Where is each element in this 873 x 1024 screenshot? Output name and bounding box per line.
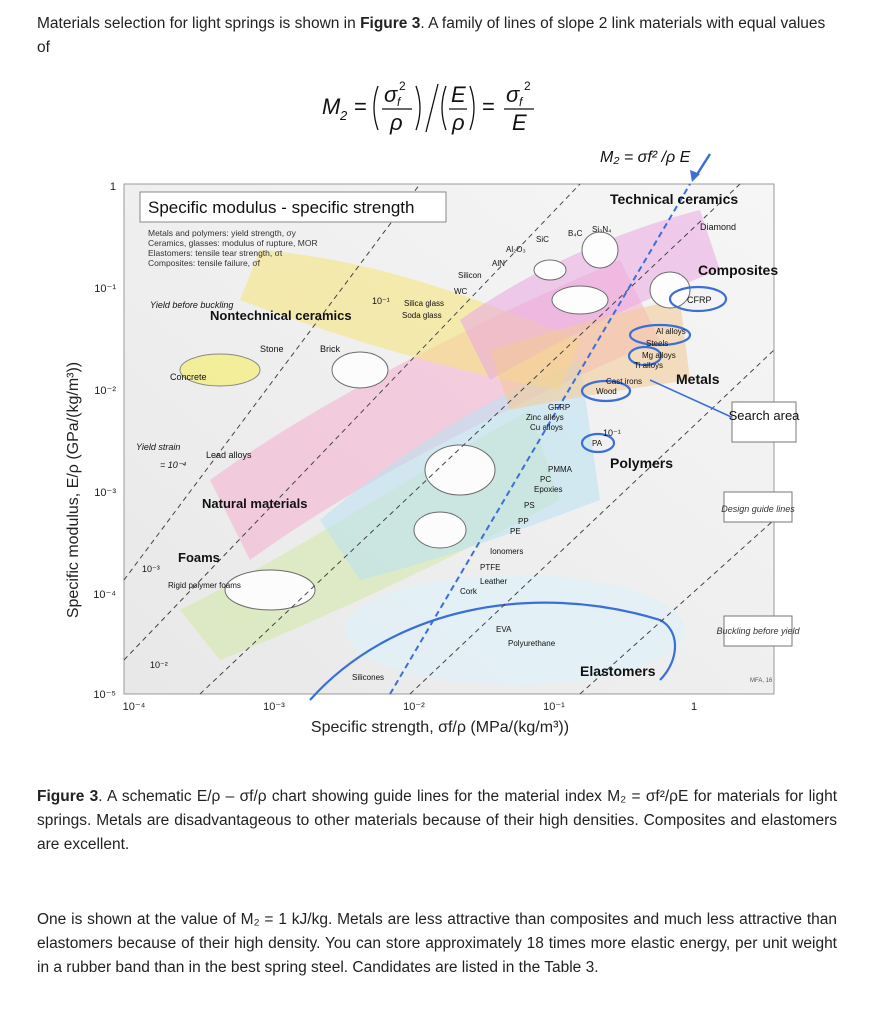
label-metals: Metals bbox=[676, 371, 720, 387]
legend-line-1: Ceramics, glasses: modulus of rupture, MOR bbox=[148, 238, 318, 248]
closing-paragraph: One is shown at the value of M₂ = 1 kJ/kg. Metals are less attractive than composites and much less attractive than elastomers because of their high density. You can store approximately 18 times more elastic energy, per unit weight in a rubber band than in the best spring steel. Candidates are listed in the Table 3. bbox=[37, 911, 837, 976]
label-stone: Stone bbox=[260, 344, 284, 354]
label-natural-materials: Natural materials bbox=[202, 496, 308, 511]
y-tick-4: 10⁻⁴ bbox=[93, 589, 116, 601]
label-b4c: B₄C bbox=[568, 229, 583, 238]
intro-paragraph bbox=[37, 12, 837, 60]
label-cu-alloys: Cu alloys bbox=[530, 423, 563, 432]
label-rigid-polymer-foams: Rigid polymer foams bbox=[168, 581, 241, 590]
label-composites: Composites bbox=[698, 262, 779, 278]
legend-line-0: Metals and polymers: yield strength, σy bbox=[148, 228, 296, 238]
label-zinc-alloys: Zinc alloys bbox=[526, 413, 564, 422]
label-diamond: Diamond bbox=[700, 222, 737, 232]
label-ionomers: Ionomers bbox=[490, 547, 524, 556]
label-line-1e-2: 10⁻² bbox=[150, 660, 168, 670]
formula-exp-2: 2 bbox=[524, 79, 531, 93]
label-eva: EVA bbox=[496, 625, 512, 634]
guide-arrow bbox=[696, 154, 710, 176]
formula-e-2: E bbox=[512, 110, 527, 135]
x-tick-4: 1 bbox=[690, 701, 698, 713]
formula-rho-2: ρ bbox=[452, 110, 465, 135]
label-sic: SiC bbox=[536, 235, 549, 244]
label-aln: AlN bbox=[492, 259, 505, 268]
label-elastomers: Elastomers bbox=[580, 663, 656, 679]
y-tick-5: 10⁻⁵ bbox=[93, 689, 116, 701]
label-ps: PS bbox=[524, 501, 535, 510]
y-tick-0: 1 bbox=[109, 181, 116, 193]
label-cork: Cork bbox=[460, 587, 477, 596]
formula-lhs: M bbox=[322, 94, 341, 119]
label-mfa: MFA, 16 bbox=[750, 678, 773, 684]
label-wc: WC bbox=[454, 287, 468, 296]
label-gfrp: GFRP bbox=[548, 403, 571, 412]
label-cfrp: CFRP bbox=[687, 295, 712, 305]
label-search-area: Search area bbox=[728, 408, 800, 423]
label-foams: Foams bbox=[178, 550, 220, 565]
label-ti-alloys: Ti alloys bbox=[634, 361, 664, 370]
label-cast-irons: Cast irons bbox=[606, 377, 643, 386]
label-pc: PC bbox=[540, 475, 552, 484]
intro-figure-ref: Figure 3 bbox=[360, 15, 421, 32]
formula-eq-2: = bbox=[482, 94, 495, 119]
label-nontechnical-ceramics: Nontechnical ceramics bbox=[210, 308, 352, 323]
label-yield-strain: Yield strain bbox=[136, 442, 181, 452]
chart-xlabel: Specific strength, σf/ρ (MPa/(kg/m³)) bbox=[310, 719, 570, 736]
label-polyurethane: Polyurethane bbox=[508, 639, 556, 648]
material-index-formula bbox=[320, 72, 580, 142]
ashby-chart bbox=[60, 140, 800, 740]
label-steels: Steels bbox=[646, 339, 669, 348]
y-ticks bbox=[93, 181, 116, 701]
label-al2o3: Al₂O₃ bbox=[506, 245, 526, 254]
label-technical-ceramics: Technical ceramics bbox=[610, 191, 739, 207]
caption-text: . A schematic E/ρ – σf/ρ chart showing guide lines for the material index M₂ = σf²/ρE for materials for light springs. Metals are disadvantageous to other materials because of their high densities. Composites and elastomers are excellent. bbox=[37, 788, 838, 853]
y-tick-3: 10⁻³ bbox=[94, 487, 116, 499]
label-line-1e-1-b: 10⁻¹ bbox=[603, 428, 621, 438]
x-tick-3: 10⁻¹ bbox=[543, 701, 565, 713]
label-line-1e-3: 10⁻³ bbox=[142, 564, 160, 574]
label-leather: Leather bbox=[480, 577, 508, 586]
label-lead-alloys: Lead alloys bbox=[206, 450, 252, 460]
formula-eq-1: = bbox=[354, 94, 367, 119]
formula-sigma-2: σ bbox=[506, 82, 520, 107]
guide-formula: M₂ = σf² /ρ E bbox=[600, 149, 691, 166]
x-tick-1: 10⁻³ bbox=[263, 701, 285, 713]
label-soda-glass: Soda glass bbox=[402, 311, 442, 320]
formula-e-1: E bbox=[451, 82, 466, 107]
label-yield-before-buckling: Yield before buckling bbox=[150, 300, 234, 310]
y-tick-2: 10⁻² bbox=[94, 385, 116, 397]
label-silicon: Silicon bbox=[458, 271, 482, 280]
label-line-1e-1-a: 10⁻¹ bbox=[372, 296, 390, 306]
label-design-guide-lines: Design guide lines bbox=[721, 504, 795, 514]
formula-sub-f-1: f bbox=[397, 95, 401, 109]
intro-text-before: Materials selection for light springs is shown in bbox=[37, 15, 361, 32]
legend-line-2: Elastomers: tensile tear strength, σt bbox=[148, 248, 283, 258]
formula-sigma-1: σ bbox=[384, 82, 398, 107]
x-tick-2: 10⁻² bbox=[403, 701, 425, 713]
label-polymers: Polymers bbox=[610, 455, 674, 471]
label-wood: Wood bbox=[596, 387, 617, 396]
figure-caption bbox=[37, 785, 837, 857]
x-tick-0: 10⁻⁴ bbox=[122, 701, 146, 713]
label-si3n4: Si₃N₄ bbox=[592, 225, 612, 234]
label-pa: PA bbox=[592, 439, 603, 448]
formula-exp-1: 2 bbox=[399, 79, 406, 93]
intro-text-after: . A family of lines of slope 2 link materials with equal values of bbox=[37, 15, 826, 56]
legend-line-3: Composites: tensile failure, σf bbox=[148, 258, 261, 268]
formula-lhs-sub: 2 bbox=[340, 108, 348, 123]
label-pmma: PMMA bbox=[548, 465, 572, 474]
label-pe: PE bbox=[510, 527, 521, 536]
label-mg-alloys: Mg alloys bbox=[642, 351, 676, 360]
x-ticks bbox=[123, 701, 697, 713]
label-brick: Brick bbox=[320, 344, 340, 354]
label-yield-strain-value: = 10⁻⁴ bbox=[160, 460, 187, 470]
y-tick-1: 10⁻¹ bbox=[94, 283, 116, 295]
formula-sub-f-2: f bbox=[519, 95, 523, 109]
label-epoxies: Epoxies bbox=[534, 485, 563, 494]
label-ptfe: PTFE bbox=[480, 563, 501, 572]
label-concrete: Concrete bbox=[170, 372, 207, 382]
chart-title: Specific modulus - specific strength bbox=[148, 198, 415, 217]
label-buckling-before-yield: Buckling before yield bbox=[716, 626, 800, 636]
label-silicones: Silicones bbox=[352, 673, 385, 682]
label-silica-glass: Silica glass bbox=[404, 299, 445, 308]
formula-rho-1: ρ bbox=[390, 110, 403, 135]
caption-figure-ref: Figure 3 bbox=[37, 788, 99, 805]
label-pp: PP bbox=[518, 517, 529, 526]
chart-ylabel: Specific modulus, E/ρ (GPa/(kg/m³)) bbox=[65, 361, 82, 619]
label-al-alloys: Al alloys bbox=[656, 327, 686, 336]
